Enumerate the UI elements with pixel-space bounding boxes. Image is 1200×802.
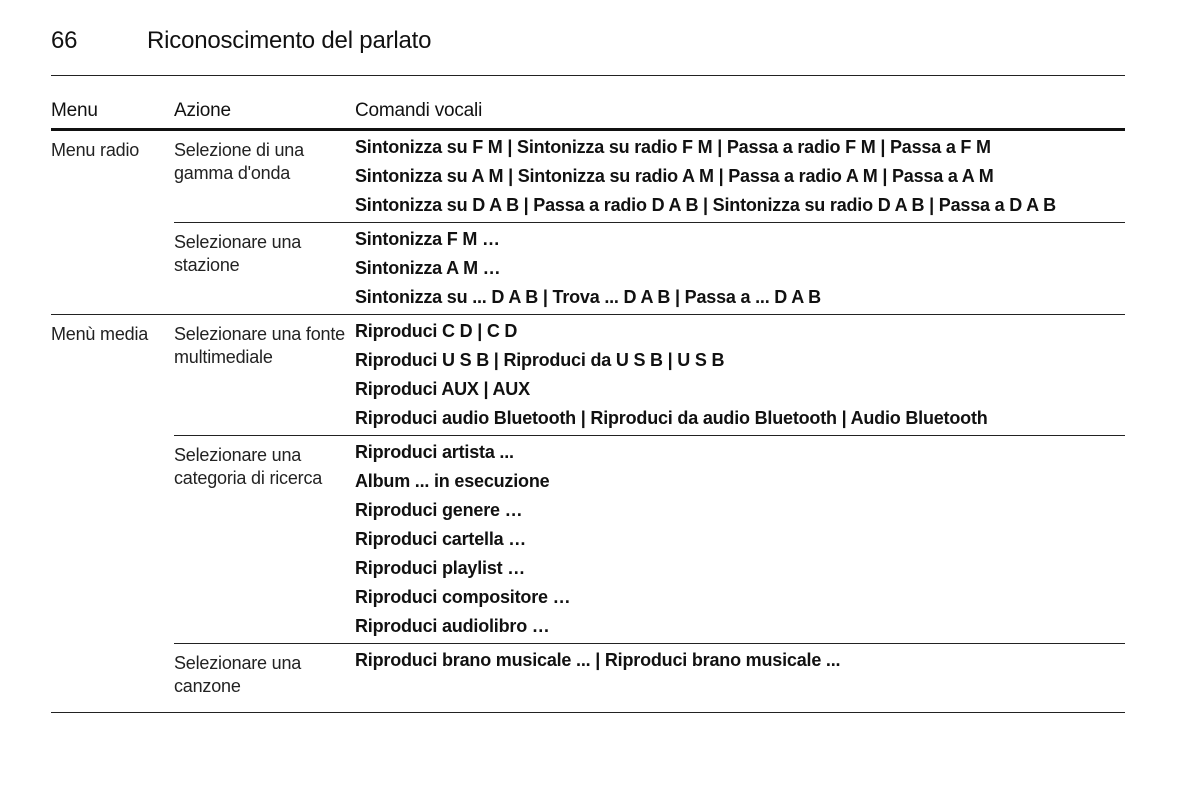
commands-cell: [355, 644, 1125, 705]
commands-cell: [355, 436, 1125, 644]
commands-cell: [355, 223, 1125, 315]
voice-command: Riproduci compositore …: [355, 587, 571, 607]
voice-command: Riproduci C D | C D: [355, 321, 518, 341]
table-bottom-rule: [51, 712, 1125, 713]
voice-command: Sintonizza su ... D A B | Trova ... D A B | Passa a ... D A B: [355, 287, 821, 307]
commands-cell: [355, 315, 1125, 436]
column-header-commands: Comandi vocali: [355, 98, 1125, 130]
voice-command: Sintonizza su F M | Sintonizza su radio F M | Passa a radio F M | Passa a F M: [355, 137, 991, 157]
table-row: [51, 644, 1125, 705]
menu-cell-radio: Menu radio: [51, 140, 140, 160]
action-cell: Selezionare una canzone: [174, 644, 355, 705]
voice-command: Sintonizza su A M | Sintonizza su radio A M | Passa a radio A M | Passa a A M: [355, 166, 994, 186]
voice-command: Sintonizza F M …: [355, 229, 500, 249]
voice-command: Riproduci playlist …: [355, 558, 526, 578]
page-header: [51, 24, 431, 58]
column-header-action: Azione: [174, 98, 355, 130]
voice-command: Riproduci genere …: [355, 500, 523, 520]
voice-command: Riproduci U S B | Riproduci da U S B | U S B: [355, 350, 725, 370]
table-row: [51, 315, 1125, 436]
voice-commands-table: [51, 98, 1125, 704]
page-title: Riconoscimento del parlato: [147, 27, 432, 54]
table-header-row: [51, 98, 1125, 130]
menu-cell-media: Menù media: [51, 315, 174, 705]
voice-command: Riproduci artista ...: [355, 442, 514, 462]
page-number: 66: [51, 27, 78, 54]
action-cell: Selezionare una categoria di ricerca: [174, 436, 355, 644]
table-row: [51, 436, 1125, 644]
action-cell: Selezionare una fonte multimediale: [174, 315, 355, 436]
voice-command: Album ... in esecuzione: [355, 471, 550, 491]
column-header-menu: Menu: [51, 98, 174, 130]
voice-command: Riproduci AUX | AUX: [355, 379, 530, 399]
voice-command: Riproduci cartella …: [355, 529, 527, 549]
voice-command: Sintonizza su D A B | Passa a radio D A B | Sintonizza su radio D A B | Passa a D A B: [355, 195, 1056, 215]
voice-command: Riproduci brano musicale ... | Riproduci brano musicale ...: [355, 650, 841, 670]
header-rule: [51, 75, 1125, 76]
action-cell: Selezionare una stazione: [174, 223, 355, 315]
voice-command: Riproduci audiolibro …: [355, 616, 550, 636]
commands-cell: [355, 130, 1125, 223]
table-row: [51, 223, 1125, 315]
voice-command: Riproduci audio Bluetooth | Riproduci da audio Bluetooth | Audio Bluetooth: [355, 408, 988, 428]
action-cell: Selezione di una gamma d'onda: [174, 140, 304, 183]
voice-command: Sintonizza A M …: [355, 258, 501, 278]
table-row: [51, 130, 1125, 223]
